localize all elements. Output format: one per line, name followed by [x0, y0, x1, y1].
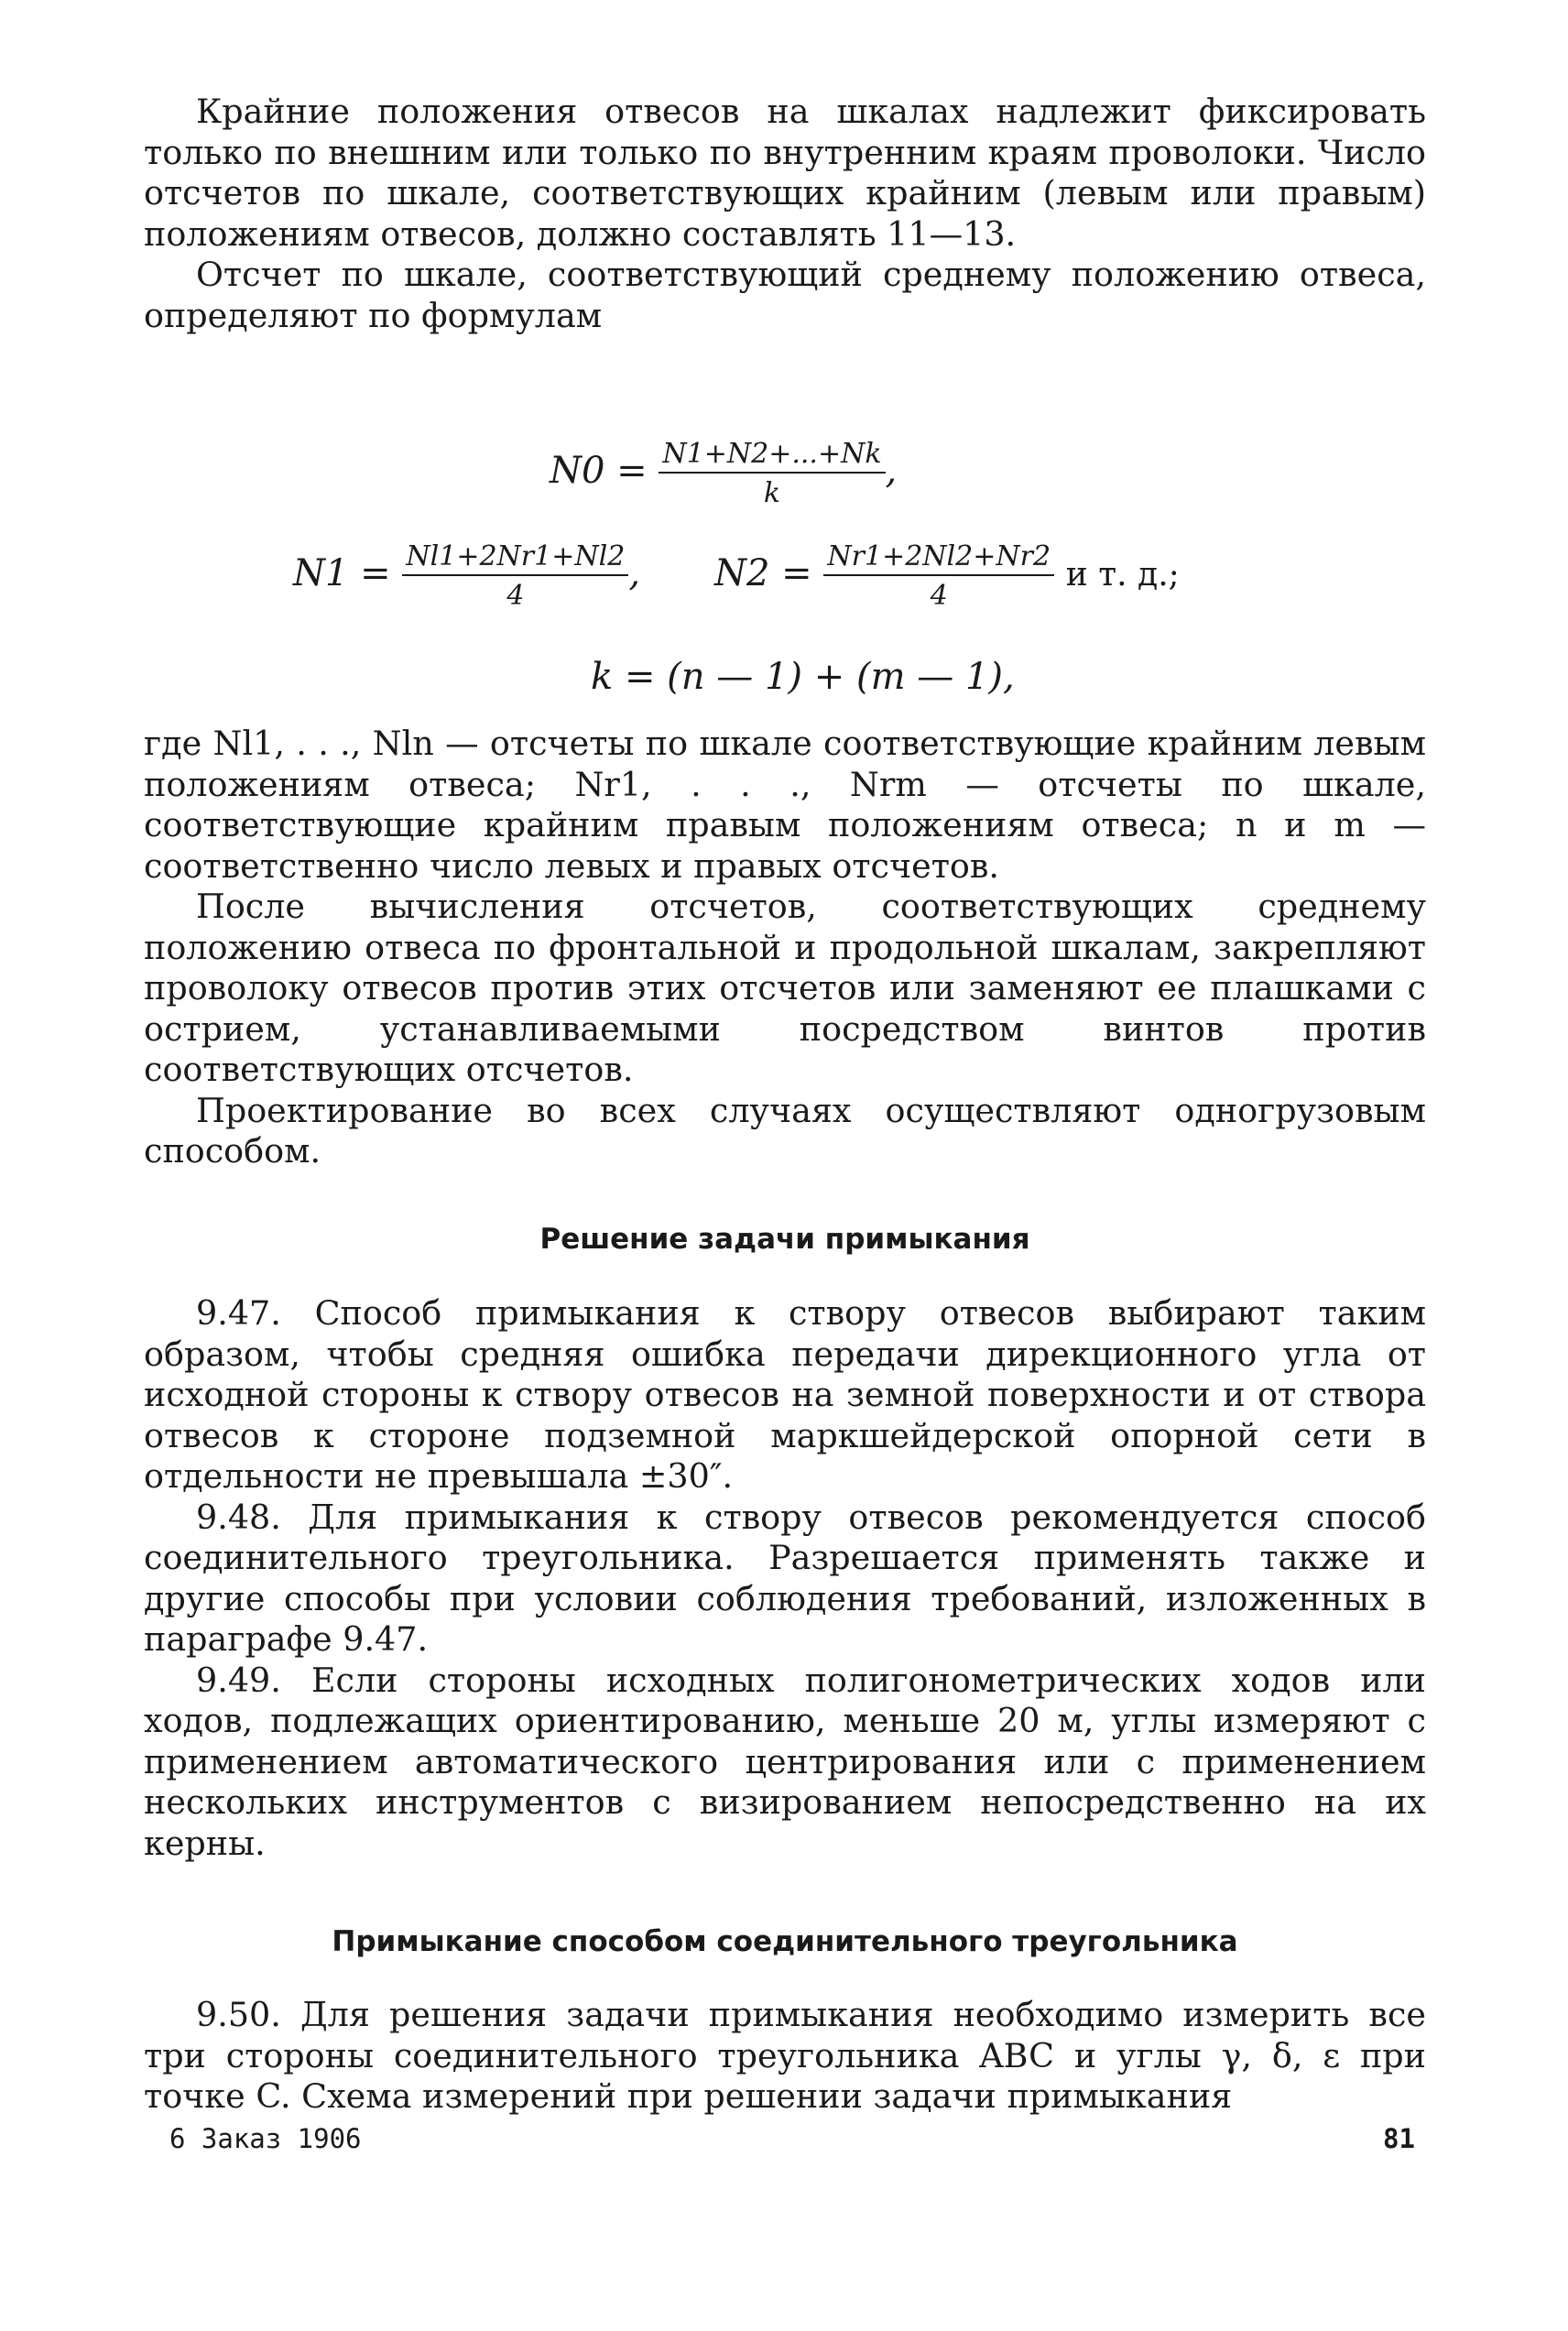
section-heading-2: Примыкание способом соединительного треугольника — [332, 1925, 1238, 1958]
paragraph-projection: Проектирование во всех случаях осуществляют одногрузовым способом. — [144, 1090, 1426, 1171]
paragraph-extreme-positions: Крайние положения отвесов на шкалах надлежит фиксировать только по внешним или только по внутренним краям проволоки. Число отсчетов по шкале, соответствующих крайним (левым или правым) положениям отвесов, должно составлять 11—13. — [144, 92, 1426, 254]
formula-etc: и т. д.; — [1065, 556, 1180, 594]
body-text-2 — [144, 1293, 1426, 1864]
formula-n1-lhs: N1 = — [293, 552, 391, 594]
paragraph-formula-intro: Отсчет по шкале, соответствующий среднему положению отвеса, определяют по формулам — [144, 255, 1426, 335]
paragraph-9-48: 9.48. Для примыкания к створу отвесов рекомендуется способ соединительного треугольника. Разрешается применять также и другие способы при условии соблюдения требований, изложенных в параграфе 9.47. — [144, 1497, 1426, 1659]
page-number: 81 — [1383, 2123, 1415, 2154]
body-text-3 — [144, 1995, 1426, 2118]
formula-n0-fraction — [659, 438, 885, 509]
paragraph-9-50: 9.50. Для решения задачи примыкания необходимо измерить все три стороны соединительного треугольника ABC и углы γ, δ, ε при точке C. Схема измерений при решении задачи примыкания — [144, 1995, 1426, 2116]
formula-n1-denominator: 4 — [506, 580, 525, 612]
paragraph-9-49: 9.49. Если стороны исходных полигонометрических ходов или ходов, подлежащих ориентированию, меньше 20 м, углы измеряют с применением автоматического центрирования или с применением нескольких инструментов с визированием непосредственно на их керны. — [144, 1660, 1426, 1863]
formula-n2-numerator: Nr1+2Nl2+Nr2 — [823, 540, 1054, 576]
formula-n0-denominator: k — [763, 477, 781, 509]
formula-n0-lhs: N0 = — [550, 450, 648, 492]
formula-n1: N1 = $\frac{Nl1+2Nr1+Nl2}{4}$ , — [293, 540, 641, 612]
formula-n2-lhs: N2 = — [714, 552, 812, 594]
section-heading-1: Решение задачи примыкания — [539, 1223, 1030, 1256]
intro-text — [144, 92, 1426, 336]
formula-k: k = (n — 1) + (m — 1), — [591, 656, 1015, 698]
formula-n2-denominator: 4 — [930, 580, 948, 612]
paragraph-after-calculation: После вычисления отсчетов, соответствующих среднему положению отвеса по фронтальной и продольной шкалам, закрепляют проволоку отвесов против этих отсчетов или заменяют ее плашками с острием, устанавливаемыми посредством винтов против соответствующих отсчетов. — [144, 887, 1426, 1089]
paragraph-9-47: 9.47. Способ примыкания к створу отвесов выбирают таким образом, чтобы средняя ошибка передачи дирекционного угла от исходной стороны к створу отвесов на земной поверхности и от створа отвесов к стороне подземной маркшейдерской опорной сети в отдельности не превышала ±30″. — [144, 1293, 1426, 1496]
formula-n0: N0 = $\frac{N1+N2+...+Nk}{k}$ , — [550, 438, 898, 509]
body-text-1 — [144, 724, 1426, 1172]
formula-n1-numerator: Nl1+2Nr1+Nl2 — [402, 540, 628, 576]
formula-n2 — [714, 540, 1180, 612]
paragraph-definitions: где Nl1, . . ., Nln — отсчеты по шкале соответствующие крайним левым положениям отвеса; Nr1, . . ., Nrm — отсчеты по шкале, соответствующие крайним правым положениям отвеса; n и m — соответственно число левых и правых отсчетов. — [144, 724, 1426, 886]
formula-n2-fraction — [823, 540, 1054, 612]
footer-order-number: 6 Заказ 1906 — [169, 2123, 362, 2154]
formula-n1-fraction — [402, 540, 628, 612]
formula-n0-numerator: N1+N2+...+Nk — [659, 438, 885, 474]
